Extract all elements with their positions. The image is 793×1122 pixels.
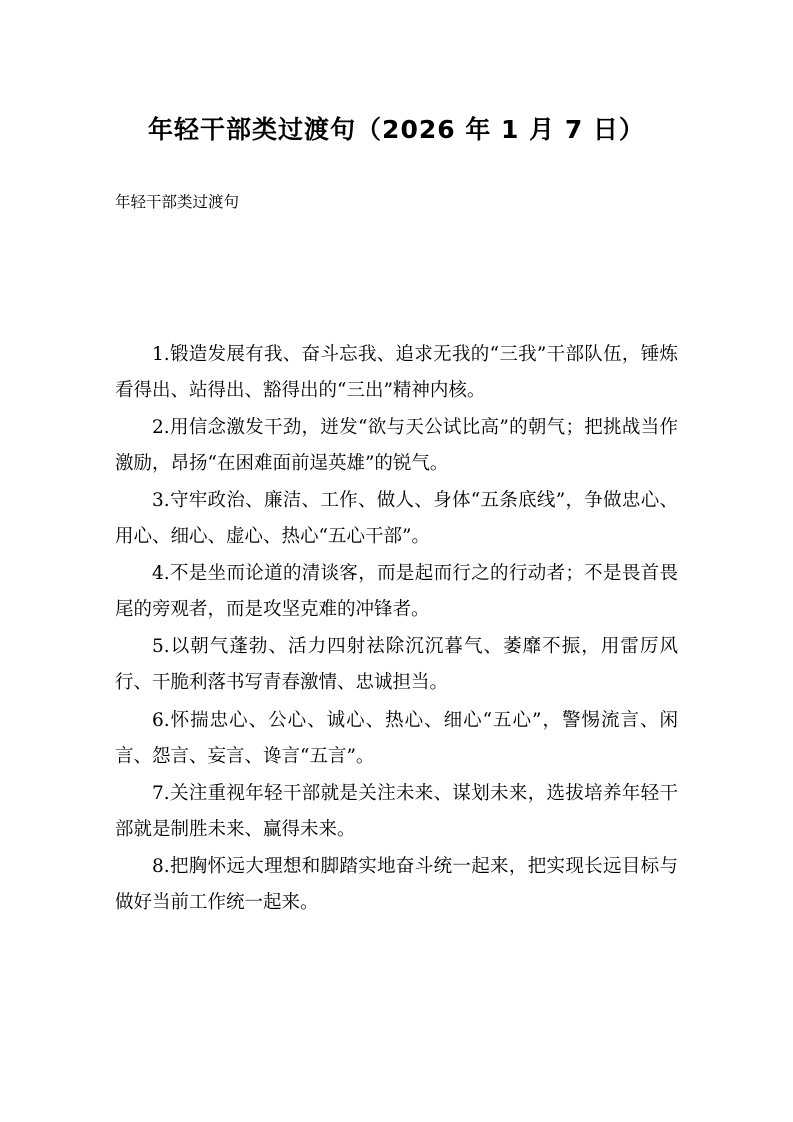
- body-paragraph: 8.把胸怀远大理想和脚踏实地奋斗统一起来，把实现长远目标与做好当前工作统一起来。: [115, 855, 678, 913]
- document-body: [115, 337, 678, 921]
- title-body-spacer: [115, 217, 678, 337]
- body-paragraph: 6.怀揣忠心、公心、诚心、热心、细心“五心”，警惕流言、闲言、怨言、妄言、谗言“五言”。: [115, 709, 678, 767]
- document-subtitle: 年轻干部类过渡句: [115, 193, 240, 211]
- body-paragraph: 1.锻造发展有我、奋斗忘我、追求无我的“三我”干部队伍，锤炼看得出、站得出、豁得出的“三出”精神内核。: [115, 343, 678, 401]
- body-paragraph: 3.守牢政治、廉洁、工作、做人、身体“五条底线”，争做忠心、用心、细心、虚心、热心“五心干部”。: [115, 490, 678, 548]
- body-paragraph: 7.关注重视年轻干部就是关注未来、谋划未来，选拔培养年轻干部就是制胜未来、赢得未来。: [115, 782, 678, 840]
- body-paragraph: 2.用信念激发干劲，迸发“欲与天公试比高”的朝气；把挑战当作激励，昂扬“在困难面前逞英雄”的锐气。: [115, 417, 678, 475]
- body-paragraph: 4.不是坐而论道的清谈客，而是起而行之的行动者；不是畏首畏尾的旁观者，而是攻坚克难的冲锋者。: [115, 563, 678, 621]
- page-title: 年轻干部类过渡句（2026 年 1 月 7 日）: [148, 115, 645, 144]
- body-paragraph: 5.以朝气蓬勃、活力四射祛除沉沉暮气、萎靡不振，用雷厉风行、干脆利落书写青春激情、忠诚担当。: [115, 636, 678, 694]
